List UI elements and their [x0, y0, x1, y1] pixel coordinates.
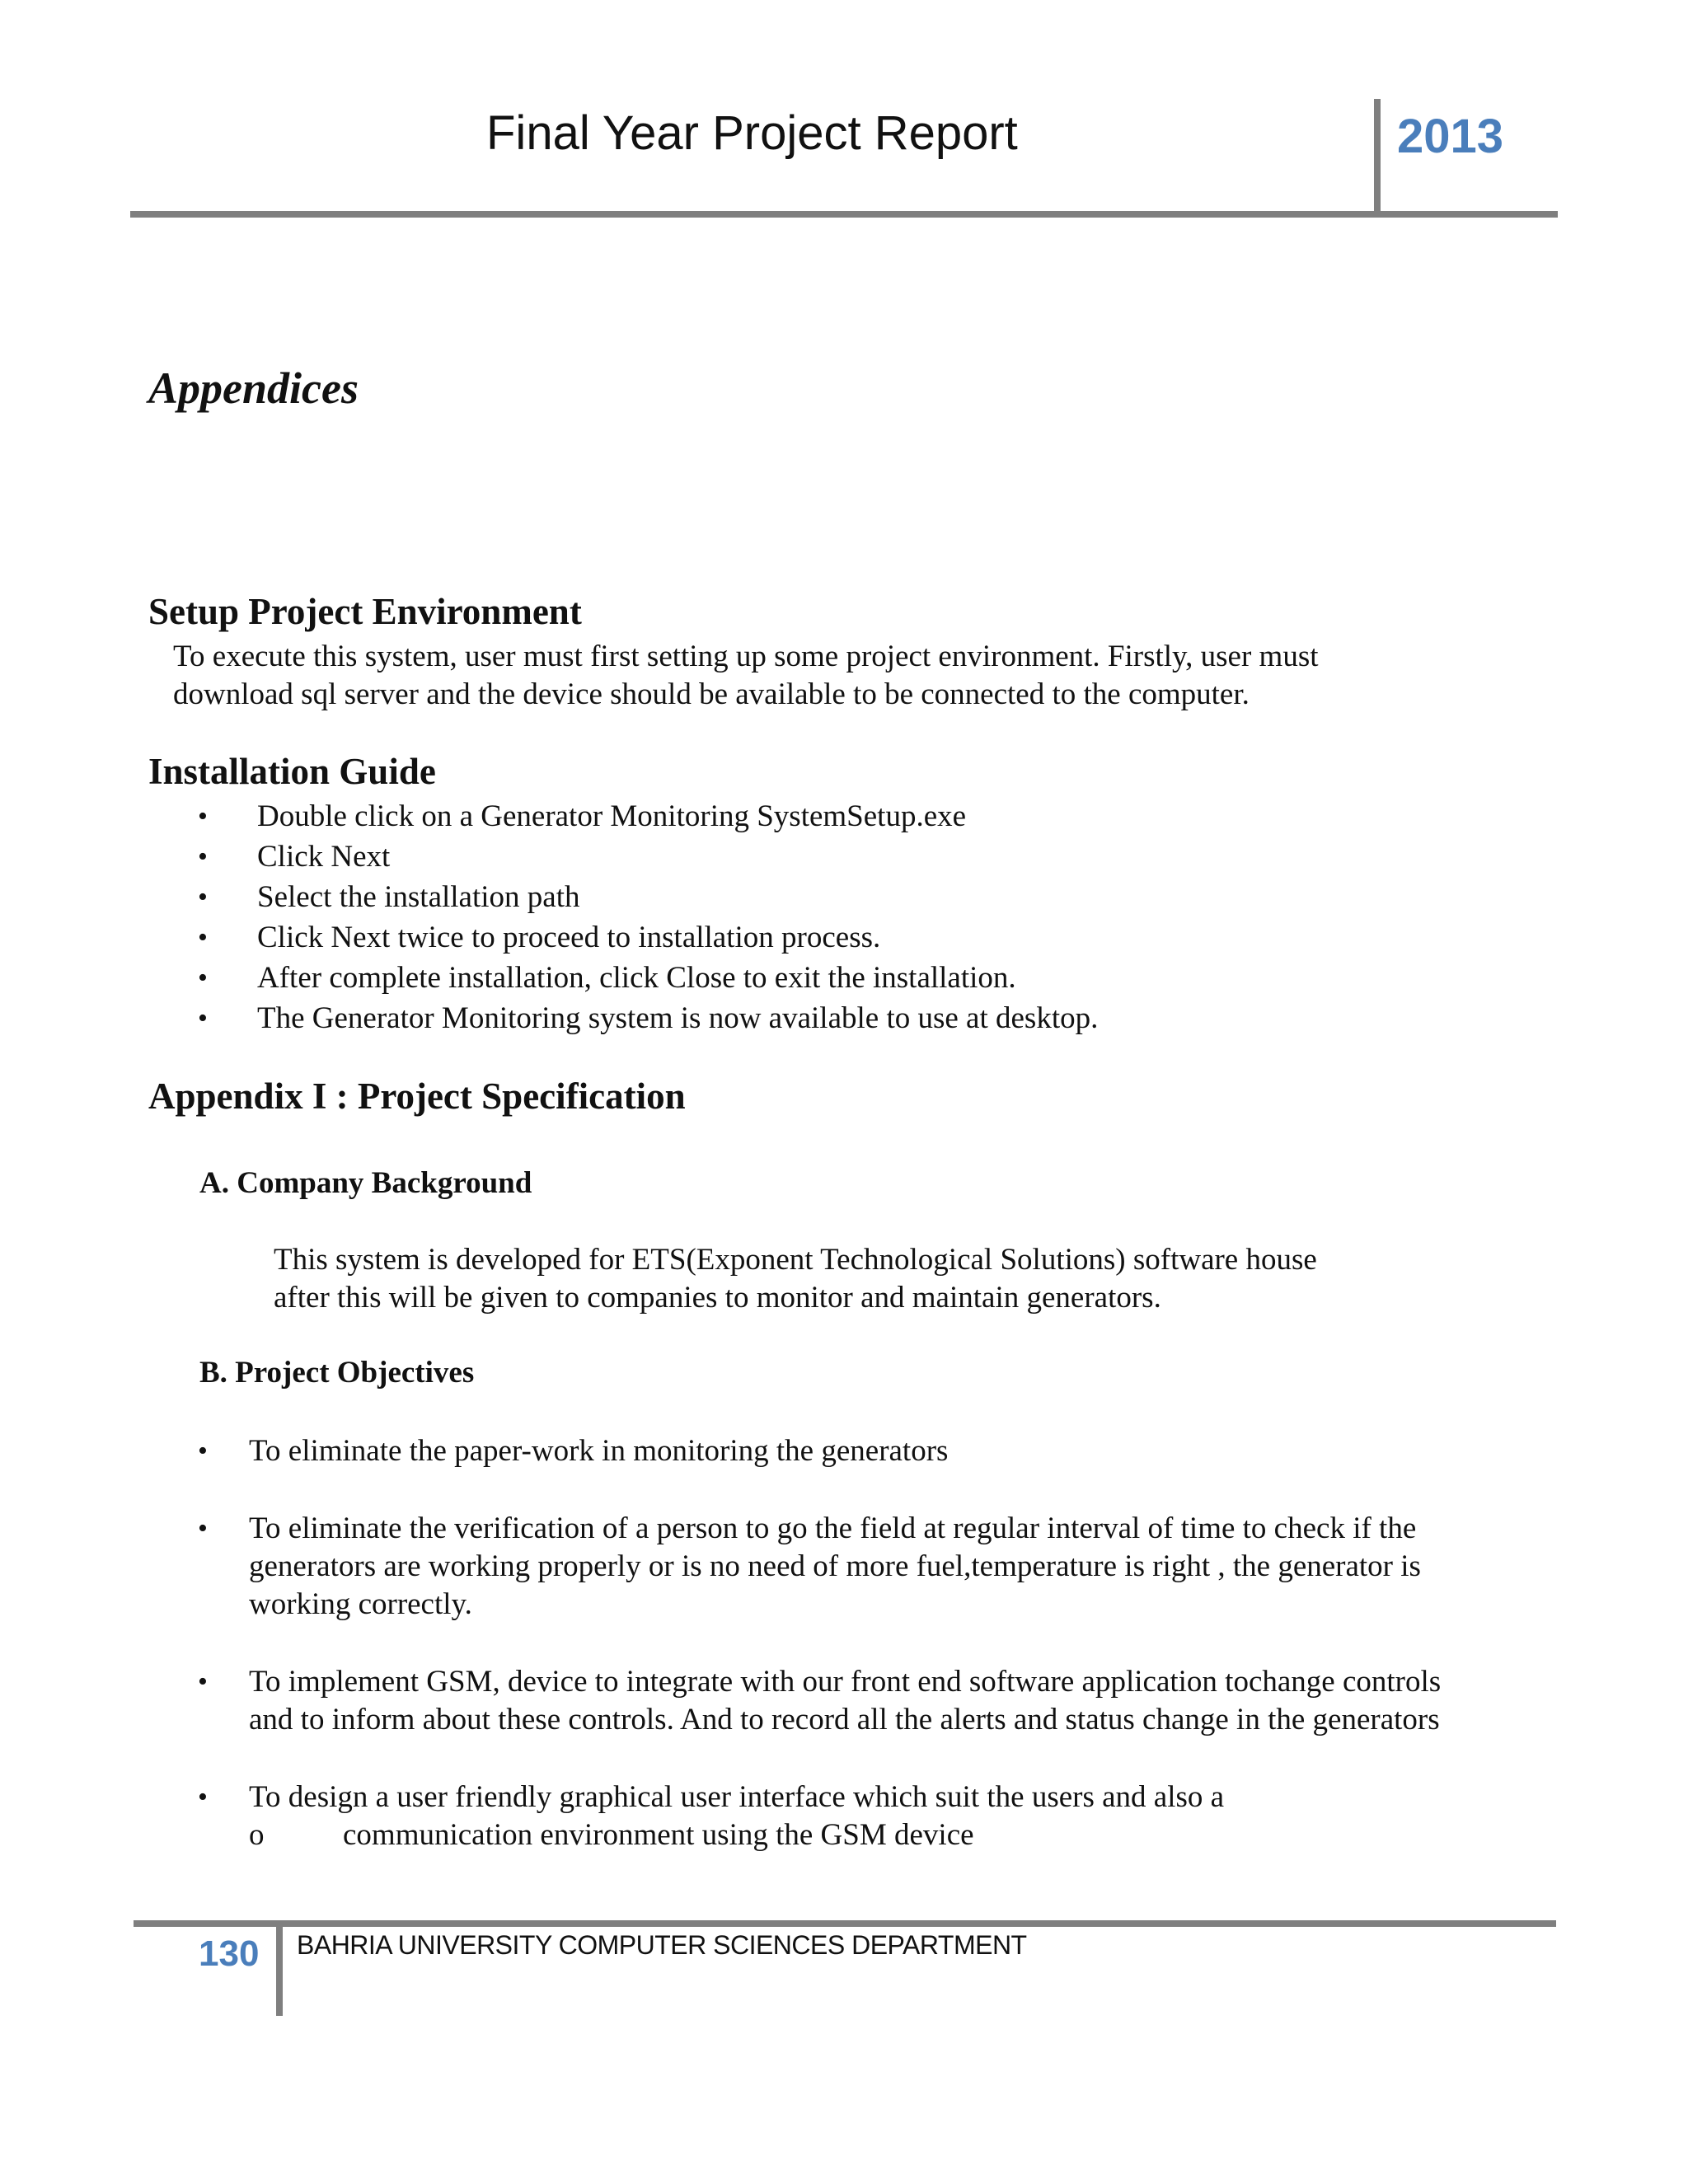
list-item: • Double click on a Generator Monitoring SystemSetup.exe [193, 796, 1098, 837]
installation-steps [193, 796, 1098, 1038]
setup-heading: Setup Project Environment [148, 591, 582, 632]
appendix-1-heading: Appendix I : Project Specification [148, 1076, 686, 1117]
setup-line: download sql server and the device should be available to be connected to the computer. [173, 677, 1250, 711]
list-item: • Click Next [193, 837, 1098, 877]
footer-divider-horizontal [134, 1920, 1556, 1927]
list-item: • The Generator Monitoring system is now available to use at desktop. [193, 998, 1098, 1038]
list-item: • Select the installation path [193, 877, 1098, 917]
installation-heading: Installation Guide [148, 751, 436, 792]
department-name: BAHRIA UNIVERSITY COMPUTER SCIENCES DEPARTMENT [297, 1930, 1027, 1960]
company-line: This system is developed for ETS(Exponent Technological Solutions) software house [274, 1243, 1317, 1277]
list-item [193, 1779, 1479, 1854]
header-divider-vertical [1374, 99, 1381, 216]
objective-text: To design a user friendly graphical user interface which suit the users and also a [249, 1780, 1225, 1814]
footer-divider-vertical [276, 1924, 283, 2016]
appendices-title: Appendices [148, 363, 359, 413]
sub-item-text: communication environment using the GSM device [343, 1818, 974, 1852]
setup-line: To execute this system, user must first setting up some project environment. Firstly, user must [173, 640, 1319, 673]
objectives-list [193, 1432, 1479, 1894]
report-title: Final Year Project Report [486, 106, 1018, 160]
project-objectives-heading: B. Project Objectives [199, 1356, 475, 1390]
list-item: • To eliminate the paper-work in monitoring the generators [193, 1432, 1479, 1470]
report-year: 2013 [1397, 110, 1504, 163]
list-item: • To eliminate the verification of a person to go the field at regular interval of time to check if the generators are working properly or is no need of more fuel,temperature is right , the generator is working correctly. [193, 1510, 1479, 1624]
company-background-paragraph [274, 1241, 1317, 1317]
setup-paragraph [173, 638, 1319, 714]
list-item: • Click Next twice to proceed to installation process. [193, 917, 1098, 958]
sub-list-item [249, 1816, 1479, 1854]
list-item: • To implement GSM, device to integrate with our front end software application tochange controls and to inform about these controls. And to record all the alerts and status change in the generators [193, 1663, 1479, 1739]
company-background-heading: A. Company Background [199, 1166, 532, 1200]
header-divider-horizontal [130, 211, 1558, 218]
sub-bullet-marker: o [249, 1818, 265, 1852]
list-item: • After complete installation, click Close to exit the installation. [193, 958, 1098, 998]
company-line: after this will be given to companies to monitor and maintain generators. [274, 1281, 1161, 1315]
page-number: 130 [199, 1933, 260, 1974]
